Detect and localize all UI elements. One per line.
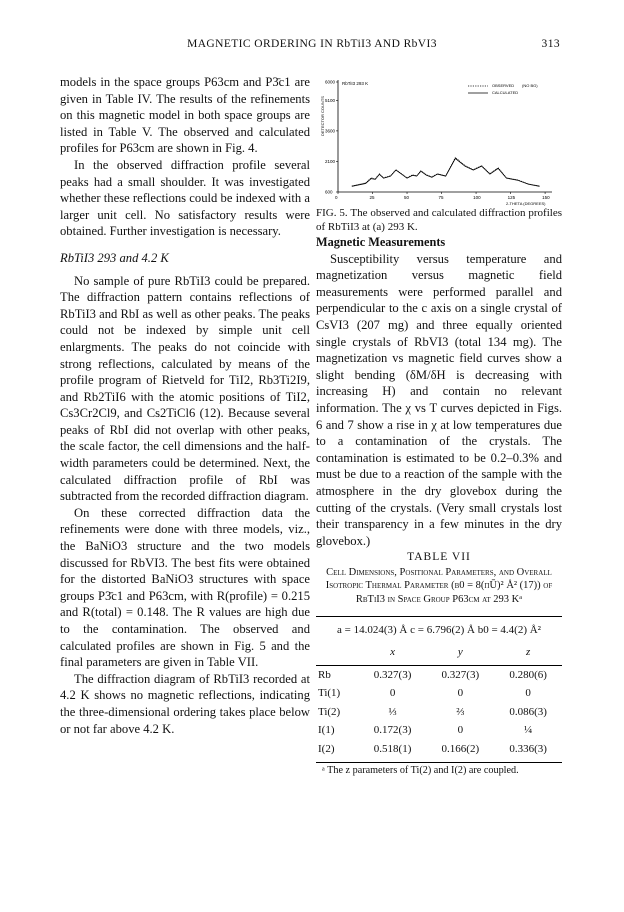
- cell-z: 0.086(3): [509, 705, 547, 718]
- cell-y: 0: [457, 687, 464, 700]
- cell-z: 0.336(3): [494, 740, 562, 762]
- atom-col-header: [316, 643, 359, 665]
- paragraph: In the observed diffraction profile several peaks had a small shoulder. It was investigated whether these reflections could be indexed with a larger unit cell. No satisfactory results were obtained. Further investigation is necessary.: [60, 157, 310, 239]
- legend-calculated: CALCULATED: [492, 90, 519, 95]
- cell-dimensions: a = 14.024(3) Å c = 6.796(2) Å b0 = 4.4(2) Å²: [316, 617, 562, 643]
- subheading: RbTiI3 293 and 4.2 K: [60, 250, 169, 265]
- y-axis-label: DETECTOR COUNTS: [320, 96, 325, 136]
- x-tick-label: 150: [542, 195, 550, 200]
- section-heading: Magnetic Measurements: [316, 235, 446, 249]
- table-row: [316, 684, 562, 703]
- table-row: [316, 740, 562, 762]
- paragraph: models in the space groups P63cm and P3̄c1 are given in Table IV. The results of the refinements on this magnetic model in both space groups are listed in Table V. The observed and calculated profiles for P63cm are shown in Fig. 4.: [60, 75, 310, 156]
- figure-caption: FIG. 5. The observed and calculated diffraction profiles of RbTiI3 at (a) 293 K.: [316, 207, 562, 233]
- right-column: [316, 74, 562, 779]
- cell-y: 0: [457, 724, 464, 737]
- x-tick-label: 50: [404, 195, 410, 200]
- paragraph: The diffraction diagram of RbTiI3 recorded at 4.2 K shows no magnetic reflections, indicating the three-dimensional ordering takes place below or not far above 4.2 K.: [60, 671, 310, 736]
- x-tick-label: 75: [438, 195, 444, 200]
- y-tick-label: 5100: [325, 97, 336, 103]
- panel-label: RbTiI3 293 K: [342, 81, 369, 86]
- cell-y: ⅔: [456, 705, 465, 718]
- running-title: MAGNETIC ORDERING IN RbTiI3 AND RbVI3: [187, 38, 437, 50]
- cell-x: 0.327(3): [373, 668, 412, 681]
- atom-label: I(1): [318, 724, 335, 737]
- atom-label: Ti(1): [318, 687, 341, 700]
- col-header-x: x: [359, 643, 427, 665]
- page-number: 313: [541, 38, 560, 50]
- table-row: [316, 703, 562, 722]
- cell-y: 0.166(2): [426, 740, 494, 762]
- legend-observed: OBSERVED: [492, 83, 515, 88]
- col-header-y: y: [426, 643, 494, 665]
- y-tick-label: 3600: [325, 128, 336, 134]
- table-caption: Cell Dimensions, Positional Parameters, and Overall Isotropic Thermal Parameter (b0 = 8(πŪ)² Å² (17)) of RbTiI3 in Space Group P63cm at 293 Kᵃ: [325, 566, 553, 605]
- cell-x: 0.518(1): [359, 740, 427, 762]
- cell-z: ¼: [523, 724, 533, 737]
- diffraction-chart: [316, 74, 562, 206]
- y-tick-label: 600: [325, 189, 333, 195]
- series-line-calculated: [352, 158, 540, 186]
- cell-x: ⅓: [388, 705, 397, 718]
- x-tick-label: 25: [369, 195, 375, 200]
- paragraph: Susceptibility versus temperature and magnetization versus magnetic field measurements were performed parallel and perpendicular to the c axis on a single crystal of CsVI3 (207 mg) and three equally oriented single crystals of RbVI3 (total 134 mg). The magnetization vs magnetic field curves show a slight bending (δM/δH is decreasing with increasing H) and contain no relevant information. The χ vs T curves depicted in Figs. 6 and 7 show a rise in χ at low temperatures due to a contamination of the crystals. The contamination is estimated to be 0.2–0.3% and must be due to a reaction of the sample with the atmosphere in the dry glovebox during the cutting of the crystals. (Very small crystals lost their transparency in a few minutes in the dry glovebox.): [316, 251, 562, 548]
- table-title: TABLE VII: [407, 551, 471, 564]
- table-footnote: ᵃ The z parameters of Ti(2) and I(2) are coupled.: [322, 764, 519, 776]
- cell-z: 0: [525, 687, 531, 700]
- x-tick-label: 125: [507, 195, 516, 200]
- parameter-table: [316, 616, 562, 762]
- x-tick-label: 100: [473, 195, 481, 200]
- paragraph: No sample of pure RbTiI3 could be prepared. The diffraction pattern contains reflections of RbTiI3 and RbI as well as other peaks. The peaks could not be indexed by simple unit cell enlargments. The peaks do not coincide with strong reflections, calculated by means of the profile program of Rietveld for TiI2, Rb3Ti2I9, and Rb2TiI6 with the atomic positions of TiI2, Cs3Cr2Cl9, and Cs2TiCl6 (12). Because several peaks of RbI did not overlap with other peaks, the scale factor, the cell dimensions and the half-width parameters could be determined. Next, the calculated diffraction profile of RbI was subtracted from the recorded diffraction diagram.: [60, 273, 310, 504]
- table-row: [316, 665, 562, 684]
- left-column: [60, 74, 310, 737]
- legend-extra: (NO BG): [522, 83, 538, 88]
- cell-z: 0.280(6): [509, 668, 547, 681]
- atom-label: Rb: [318, 668, 331, 681]
- atom-label: I(2): [316, 740, 359, 762]
- cell-x: 0.172(3): [373, 724, 412, 737]
- cell-x: 0: [389, 687, 396, 700]
- series-line-observed: [352, 157, 540, 186]
- table-row: [316, 721, 562, 740]
- y-tick-label: 2100: [325, 158, 336, 164]
- col-header-z: z: [494, 643, 562, 665]
- atom-label: Ti(2): [318, 705, 341, 718]
- diffraction-figure: [316, 74, 562, 206]
- paragraph: On these corrected diffraction data the refinements were done with three models, viz., the BaNiO3 structure and the two models discussed for RbVI3. The best fits were obtained for the distorted BaNiO3 structures with space groups P3̄c1 and P63cm, with R(profile) = 0.215 and R(total) = 0.148. The R values are high due to the contamination. The observed and calculated profiles are shown in Fig. 5 and the final parameters are given in Table VII.: [60, 505, 310, 670]
- x-tick-label: 0: [335, 195, 338, 200]
- x-axis-label: 2-THETA (DEGREES): [506, 201, 546, 206]
- cell-y: 0.327(3): [441, 668, 480, 681]
- y-tick-label: 6000: [325, 79, 336, 85]
